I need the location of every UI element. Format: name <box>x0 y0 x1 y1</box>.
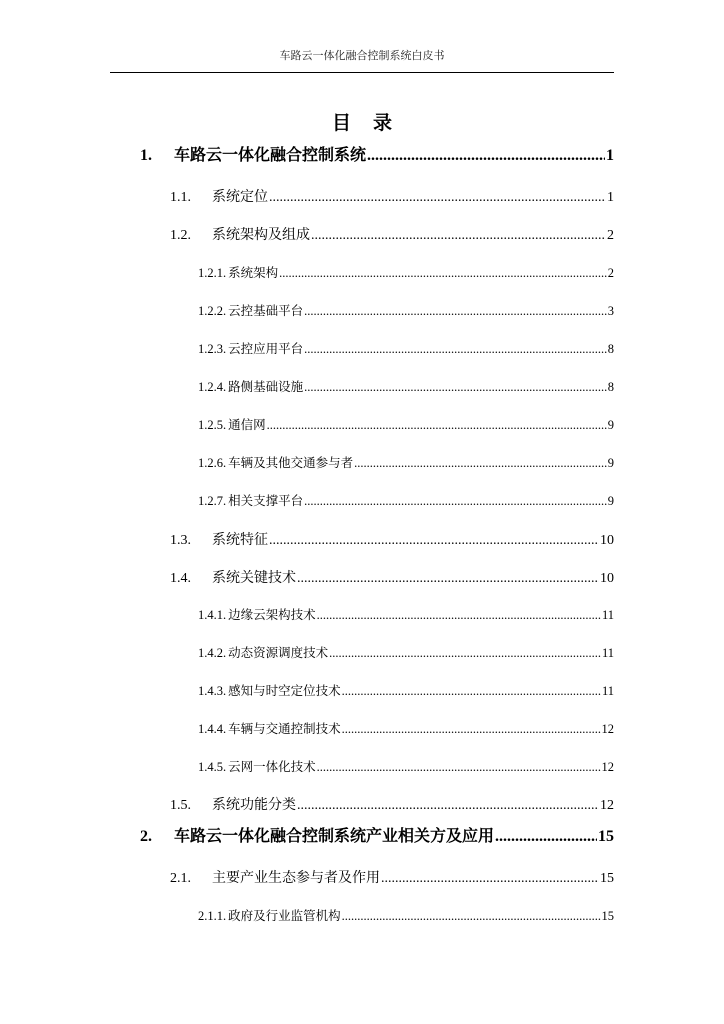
toc-entry-title: 系统架构 <box>228 265 279 280</box>
toc-leader-dots <box>311 228 606 244</box>
toc-entry-title: 系统特征 <box>212 532 268 548</box>
toc-leader-dots <box>342 722 601 737</box>
toc-entry-number: 1.5. <box>170 798 191 813</box>
toc-leader-dots <box>304 380 607 395</box>
toc-entry-page: 10 <box>600 571 614 586</box>
toc-entry-page: 1 <box>607 190 614 205</box>
toc-entry-title: 系统定位 <box>212 189 268 205</box>
toc-entry-page: 2 <box>607 266 614 280</box>
header-rule <box>110 72 614 73</box>
toc-entry-1-2-5[interactable] <box>198 415 614 433</box>
toc-entry-page: 3 <box>607 304 614 318</box>
toc-entry-number: 1.4. <box>170 571 191 586</box>
toc-entry-1-4-3[interactable] <box>198 681 614 699</box>
toc-entry-2[interactable] <box>140 823 614 846</box>
toc-entry-1-3[interactable] <box>170 529 614 549</box>
toc-leader-dots <box>297 571 599 587</box>
toc-entry-1-5[interactable] <box>170 794 614 814</box>
toc-entry-number: 1.2.1. <box>198 266 227 280</box>
toc-entry-page: 12 <box>601 760 614 774</box>
toc-entry-number: 1.2. <box>170 228 191 243</box>
toc-entry-title: 车路云一体化融合控制系统 <box>174 145 367 164</box>
toc-entry-1-2-2[interactable] <box>198 301 614 319</box>
toc-leader-dots <box>269 533 599 549</box>
toc-entry-page: 11 <box>601 646 614 660</box>
toc-entry-page: 15 <box>601 909 614 923</box>
toc-entry-1-4[interactable] <box>170 567 614 587</box>
toc-entry-title: 主要产业生态参与者及作用 <box>212 870 380 886</box>
toc-entry-1-1[interactable] <box>170 186 614 206</box>
toc-entry-page: 11 <box>601 684 614 698</box>
toc-entry-page: 8 <box>607 342 614 356</box>
toc-entry-page: 9 <box>607 418 614 432</box>
toc-entry-page: 8 <box>607 380 614 394</box>
toc-entry-1-4-1[interactable] <box>198 605 614 623</box>
toc-entry-title: 感知与时空定位技术 <box>228 683 341 698</box>
toc-entry-title: 政府及行业监管机构 <box>228 908 341 923</box>
toc-entry-1-4-2[interactable] <box>198 643 614 661</box>
toc-entry-page: 2 <box>607 228 614 243</box>
toc-leader-dots <box>269 190 606 206</box>
toc-entry-title: 相关支撑平台 <box>228 493 304 508</box>
toc-leader-dots <box>342 909 601 924</box>
toc-entry-1-4-4[interactable] <box>198 719 614 737</box>
toc-leader-dots <box>304 304 607 319</box>
toc-entry-number: 1.4.3. <box>198 684 227 698</box>
toc-entry-1-2-4[interactable] <box>198 377 614 395</box>
toc-entry-title: 系统架构及组成 <box>212 227 310 243</box>
toc-entry-title: 车路云一体化融合控制系统产业相关方及应用 <box>174 826 495 845</box>
toc-leader-dots <box>304 342 607 357</box>
toc-entry-number: 2.1. <box>170 871 191 886</box>
toc-entry-1-2-6[interactable] <box>198 453 614 471</box>
toc-leader-dots <box>342 684 601 699</box>
toc-leader-dots <box>304 494 607 509</box>
toc-entry-number: 2. <box>140 828 152 845</box>
toc-entry-title: 系统关键技术 <box>212 570 296 586</box>
toc-entry-1-4-5[interactable] <box>198 757 614 775</box>
toc-entry-number: 1.2.7. <box>198 494 227 508</box>
toc-leader-dots <box>381 871 599 887</box>
toc-entry-page: 1 <box>606 147 614 164</box>
toc-leader-dots <box>317 760 601 775</box>
toc-entry-1-2-3[interactable] <box>198 339 614 357</box>
toc-entry-number: 1.1. <box>170 190 191 205</box>
toc-entry-page: 15 <box>600 871 614 886</box>
toc-entry-title: 云控基础平台 <box>228 303 304 318</box>
toc-entry-title: 通信网 <box>228 417 266 432</box>
toc-entry-number: 1.2.3. <box>198 342 227 356</box>
toc-entry-page: 10 <box>600 533 614 548</box>
toc-entry-number: 1.4.2. <box>198 646 227 660</box>
toc-leader-dots <box>317 608 601 623</box>
toc-entry-1[interactable] <box>140 142 614 165</box>
toc-leader-dots <box>297 798 599 814</box>
toc-entry-1-2[interactable] <box>170 224 614 244</box>
page-header: 车路云一体化融合控制系统白皮书 <box>279 49 445 62</box>
toc-entry-title: 车辆与交通控制技术 <box>228 721 341 736</box>
toc-entry-title: 路侧基础设施 <box>228 379 304 394</box>
toc-entry-number: 1.2.2. <box>198 304 227 318</box>
toc-entry-title: 系统功能分类 <box>212 797 296 813</box>
toc-leader-dots <box>267 418 607 433</box>
toc-entry-number: 1.2.5. <box>198 418 227 432</box>
toc-entry-title: 车辆及其他交通参与者 <box>228 455 354 470</box>
toc-entry-number: 1. <box>140 147 152 164</box>
toc-entry-title: 云控应用平台 <box>228 341 304 356</box>
toc-entry-page: 11 <box>601 608 614 622</box>
toc-entry-title: 边缘云架构技术 <box>228 607 316 622</box>
toc-entry-number: 1.2.4. <box>198 380 227 394</box>
toc-entry-number: 1.4.1. <box>198 608 227 622</box>
toc-leader-dots <box>354 456 607 471</box>
toc-leader-dots <box>495 828 597 846</box>
toc-leader-dots <box>279 266 607 281</box>
toc-title: 目录 <box>331 112 414 134</box>
toc-entry-number: 1.3. <box>170 533 191 548</box>
toc-entry-number: 2.1.1. <box>198 909 227 923</box>
toc-entry-page: 12 <box>600 798 614 813</box>
toc-entry-number: 1.2.6. <box>198 456 227 470</box>
toc-leader-dots <box>329 646 601 661</box>
toc-entry-2-1[interactable] <box>170 867 614 887</box>
toc-entry-page: 9 <box>607 456 614 470</box>
toc-entry-title: 动态资源调度技术 <box>228 645 329 660</box>
toc-entry-page: 9 <box>607 494 614 508</box>
toc-entry-1-2-1[interactable] <box>198 263 614 281</box>
toc-leader-dots <box>367 147 605 165</box>
toc-entry-page: 12 <box>601 722 614 736</box>
toc-entry-page: 15 <box>598 828 614 845</box>
toc-entry-number: 1.4.4. <box>198 722 227 736</box>
toc-entry-2-1-1[interactable] <box>198 906 614 924</box>
toc-entry-title: 云网一体化技术 <box>228 759 316 774</box>
toc-entry-number: 1.4.5. <box>198 760 227 774</box>
toc-entry-1-2-7[interactable] <box>198 491 614 509</box>
